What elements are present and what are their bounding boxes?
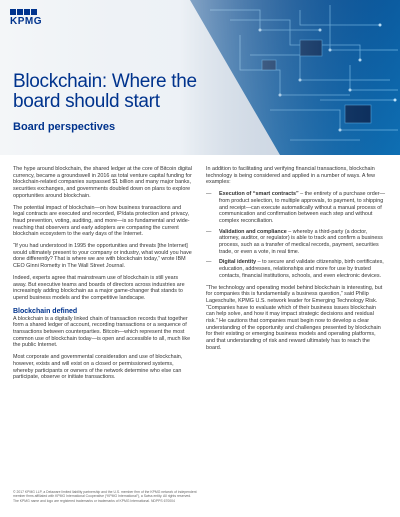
bullet-term: Execution of “smart contracts” xyxy=(219,191,299,198)
footer-line: member firms affiliated with KPMG International Cooperative (“KPMG International”), a Swiss entity. All rights reserved. xyxy=(13,494,192,499)
bullet-text: – to secure and validate citizenship, birth certificates, education, addresses, relationships and more for use by trusted contacts, financial institutions, schools, and even electronic devices. xyxy=(219,259,384,279)
list-item xyxy=(206,191,386,225)
footer-line: © 2017 KPMG LLP, a Delaware limited liability partnership and the U.S. member firm of the KPMG network of independent xyxy=(13,490,197,494)
permissioned-paragraph: Most corporate and governmental consideration and use of blockchain, however, exists and will exist on a closed or permissioned systems, whereby participants or owners of the network determine who else can participate, observe or initiate transactions. xyxy=(13,354,183,381)
applications-intro: In addition to facilitating and verifying financial transactions, blockchain technology is being considered and applied in a number of ways. A few examples: xyxy=(206,166,376,186)
adoption-paragraph: Indeed, experts agree that mainstream use of blockchain is still years away. But executive teams and boards of directors across industries are increasingly adding blockchain as a major game-changer that stands to upend business models and the competitive landscape. xyxy=(13,274,185,301)
page-title: Blockchain: Where the board should start xyxy=(13,71,197,112)
bullet-text: – the entirety of a purchase order—from product selection, to multiple approvals, to payment, to shipping and receipt—can execute automatically without a manual process of communication and confirmation between each step and without complex reconciliation. xyxy=(219,191,385,224)
left-column xyxy=(13,166,193,386)
right-column xyxy=(206,166,386,357)
page-subtitle: Board perspectives xyxy=(13,121,116,133)
list-item xyxy=(206,229,386,256)
intro-paragraph: The hype around blockchain, the shared ledger at the core of Bitcoin digital currency, became a groundswell in 2016 as total venture capital funding for blockchain-related companies surpassed $1 billion and many major banks, securities exchanges, and governments doubled down on plans to explore opportunities around blockchain. xyxy=(13,166,192,199)
bullet-term: Validation and compliance xyxy=(219,228,287,235)
kpmg-logo xyxy=(10,9,40,35)
quote-paragraph: “If you had understood in 1995 the opportunities and threats [the Internet] would ultimately present to your company or industry, what would you have done differently? That is where we are with blockchain today,” wrote IBM CEO Ginni Rometty in The Wall Street Journal. xyxy=(13,243,192,270)
footer-line: The KPMG name and logo are registered trademarks or trademarks of KPMG International. NDPPS 670004 xyxy=(13,498,175,503)
bullet-text: – whereby a third-party (a doctor, attorney, auditor, or regulator) is able to track and confirm a business process, such as a transfer of medical records, payment, securities trade, or even a vote, in real time. xyxy=(219,228,383,255)
impact-paragraph: The potential impact of blockchain—on how business transactions and legal contracts are executed and recorded, IP/data protection and privacy, fraud prevention, voting, auditing, and more—is so fundamental and wide-reaching that observers and early adopters are comparing the current blockchain ecosystem to the early days of the Internet. xyxy=(13,204,190,238)
legal-footer xyxy=(13,490,387,503)
examples-list xyxy=(206,191,386,279)
header-banner xyxy=(0,0,400,155)
logo-wordmark: KPMG xyxy=(10,16,42,27)
definition-paragraph: A blockchain is a digitally linked chain of transaction records that together form a shared ledger of account, recording transactions or a sequence of transactions between counterparties. Bitcoin—which represent the most common use of blockchain today—is open and accessible to all, much like the public Internet. xyxy=(13,315,191,349)
bullet-term: Digital identity xyxy=(219,259,257,266)
section-heading-blockchain-defined: Blockchain defined xyxy=(13,307,78,315)
lageschulte-quote-paragraph: “The technology and operating model behind blockchain is interesting, but for companies this is fundamentally a business question,” said Philip Lageschulte, KPMG U.S. network leader for Emerging Technology Risk. “Companies have to evaluate which of their business issues blockchain can help solve, and how it may impact strategic decisions and residual risk.” He cautions that companies must begin now to develop a clear understanding of the opportunity and challenges presented by blockchain for their existing or emerging business models and operating platforms, and that understanding of risk and reward ultimately has to reach the board. xyxy=(206,284,383,351)
list-item xyxy=(206,259,386,279)
